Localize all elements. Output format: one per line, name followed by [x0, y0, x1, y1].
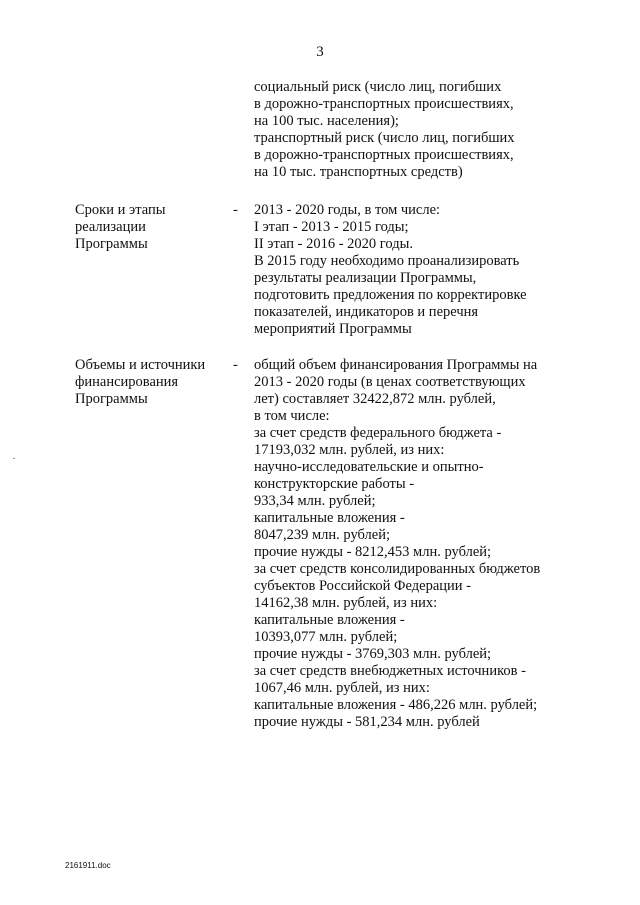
- intro-line: на 100 тыс. населения);: [254, 113, 399, 129]
- intro-line: на 10 тыс. транспортных средств): [254, 164, 463, 180]
- intro-text: [254, 79, 574, 181]
- section-label-funding: Объемы и источники финансирования Программы: [75, 357, 206, 407]
- intro-line: транспортный риск (число лиц, погибших: [254, 130, 515, 146]
- section-dash: -: [233, 202, 238, 218]
- intro-line: социальный риск (число лиц, погибших: [254, 79, 502, 95]
- intro-line: в дорожно-транспортных происшествиях,: [254, 147, 514, 163]
- section-dash: -: [233, 357, 238, 373]
- margin-mark: [13, 458, 15, 459]
- section-value-terms: 2013 - 2020 годы, в том числе: I этап - 2013 - 2015 годы; II этап - 2016 - 2020 годы. В 2015 году необходимо проанализировать результаты реализации Программы, подготовить предложения по корректировке показателей, индикаторов и перечня мероприятий Программы: [254, 202, 527, 337]
- page-number: 3: [316, 44, 324, 60]
- section-label-terms: Сроки и этапы реализации Программы: [75, 202, 166, 252]
- section-value-funding: общий объем финансирования Программы на 2013 - 2020 годы (в ценах соответствующих лет) составляет 32422,872 млн. рублей, в том числе: за счет средств федерального бюджета - 17193,032 млн. рублей, из них: научно-исследовательские и опытно- конструкторские работы - 933,34 млн. рублей; капитальные вложения - 8047,239 млн. рублей; прочие нужды - 8212,453 млн. рублей; за счет средств консолидированных бюджетов субъектов Российской Федерации - 14162,38 млн. рублей, из них: капитальные вложения - 10393,077 млн. рублей; прочие нужды - 3769,303 млн. рублей; за счет средств внебюджетных источников - 1067,46 млн. рублей, из них: капитальные вложения - 486,226 млн. рублей; прочие нужды - 581,234 млн. рублей: [254, 357, 541, 730]
- intro-line: в дорожно-транспортных происшествиях,: [254, 96, 514, 112]
- footer-filename: 2161911.doc: [65, 861, 111, 870]
